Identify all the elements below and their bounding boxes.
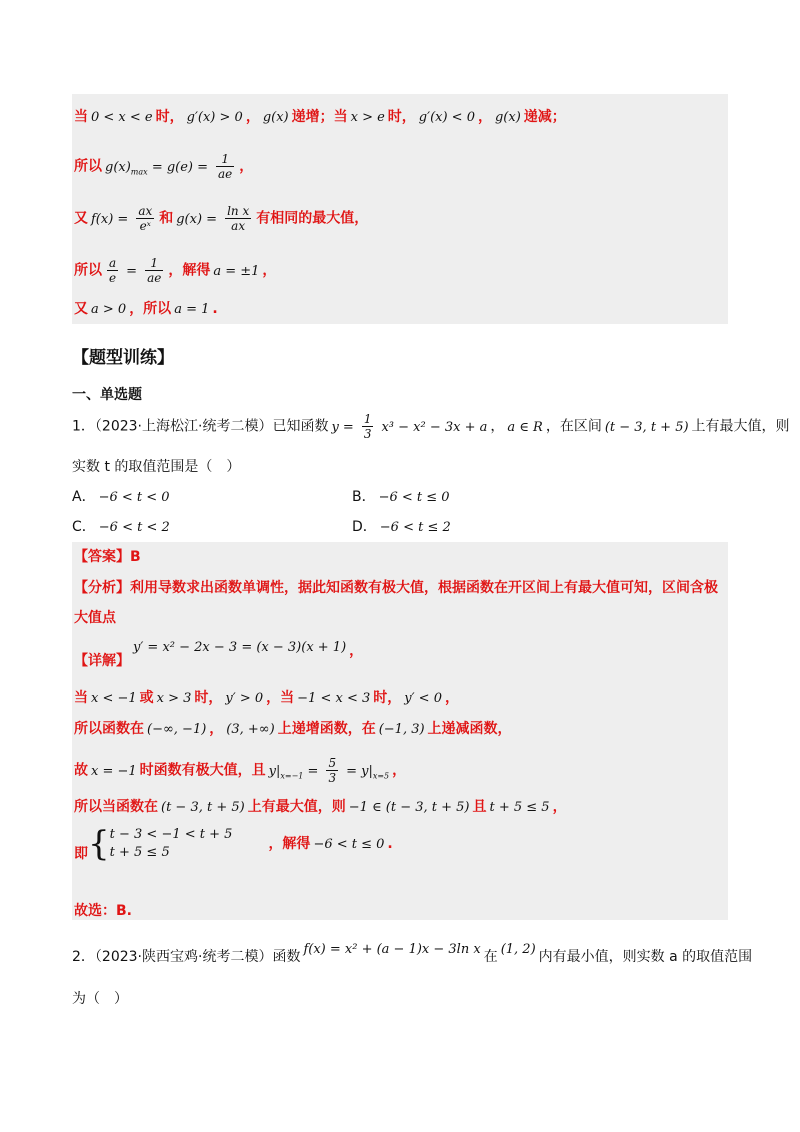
text: . xyxy=(387,836,393,852)
question-2-stem-line2: 为（ ） xyxy=(72,991,128,1007)
text: ，在区间 xyxy=(545,418,602,435)
math: x < −1 xyxy=(91,691,137,706)
option-b[interactable] xyxy=(352,486,453,506)
q1-choice: 故选：B. xyxy=(74,903,132,919)
q1-step-system xyxy=(74,826,393,862)
text: 又 xyxy=(74,301,88,317)
fraction xyxy=(213,152,237,181)
text: 时， xyxy=(373,690,402,706)
text: ， xyxy=(209,721,224,737)
fraction xyxy=(359,412,377,441)
text: 时， xyxy=(194,690,223,706)
math: (t − 3, t + 5) xyxy=(604,419,689,435)
solution-line-max xyxy=(74,152,253,183)
q1-detail xyxy=(74,640,364,669)
text: 有相同的最大值， xyxy=(256,210,369,227)
text: 即 xyxy=(74,846,88,862)
math: a = ±1 xyxy=(213,263,260,279)
subsection-title: 一、单选题 xyxy=(72,387,142,403)
numerator: 1 xyxy=(145,256,163,271)
text: 或 xyxy=(139,690,154,706)
text: ， xyxy=(477,109,492,125)
text: 上有最大值，则 xyxy=(247,799,346,815)
math: x = −1 xyxy=(91,763,137,779)
option-d[interactable] xyxy=(352,516,454,536)
text: 当 xyxy=(74,109,88,125)
system-rows xyxy=(110,826,233,862)
text: ， xyxy=(349,643,364,659)
text: 上递减函数， xyxy=(427,721,512,737)
math: x > 3 xyxy=(156,691,192,706)
q1-step-monotonic xyxy=(74,718,512,741)
denominator: e xyxy=(109,271,117,285)
text: 当 xyxy=(74,690,88,706)
q1-analysis: 【分析】利用导数求出函数单调性，据此知函数有极大值，根据函数在开区间上有最大值可知，区间含极 xyxy=(74,580,718,596)
math-part: = g(e) = xyxy=(151,159,209,175)
solution-line-monotonic xyxy=(74,106,566,129)
text: ， xyxy=(262,262,277,279)
math: x > e xyxy=(350,110,385,125)
math: −1 ∈ (t − 3, t + 5) xyxy=(348,800,470,815)
text: 和 xyxy=(159,210,174,227)
option-a[interactable] xyxy=(72,486,173,506)
text: ， xyxy=(444,690,459,706)
solution-line-conclusion xyxy=(74,298,218,321)
q1-answer: 【答案】B xyxy=(74,549,141,565)
text: . xyxy=(212,301,218,317)
question-source: （2023·陕西宝鸡·统考二模）函数 xyxy=(94,949,301,965)
numerator: 5 xyxy=(328,756,337,770)
fraction xyxy=(222,204,254,233)
text: 所以 xyxy=(74,262,102,279)
math xyxy=(102,160,211,175)
option-c[interactable] xyxy=(72,516,173,536)
text: 又 xyxy=(74,210,88,227)
question-source: （2023·上海松江·统考二模）已知函数 xyxy=(94,418,329,435)
text: 时函数有极大值，且 xyxy=(139,762,266,779)
option-label: B． xyxy=(352,489,376,505)
fraction xyxy=(142,256,166,285)
q1-step-condition xyxy=(74,796,567,819)
subscript: x=−1 xyxy=(280,771,304,781)
option-label: A． xyxy=(72,489,96,505)
denominator: ae xyxy=(147,271,162,285)
numerator: ln x xyxy=(227,204,250,218)
math-part: y| xyxy=(268,763,281,779)
math: a = 1 xyxy=(174,302,210,317)
section-title: 【题型训练】 xyxy=(72,348,174,368)
math-part: = xyxy=(307,763,319,779)
text: ， xyxy=(239,158,254,175)
math: (−∞, −1) xyxy=(147,722,207,737)
question-2-stem xyxy=(72,942,753,969)
math: a ∈ R xyxy=(507,419,543,435)
text: ， xyxy=(490,418,505,435)
q1-step-sign xyxy=(74,687,459,710)
math: (1, 2) xyxy=(500,942,536,957)
math: 0 < x < e xyxy=(91,110,153,125)
left-brace: { xyxy=(88,824,110,864)
subscript: x=5 xyxy=(372,771,390,781)
question-1-stem-line2: 实数 t 的取值范围是（ ） xyxy=(72,459,241,475)
math: y′ > 0 xyxy=(225,691,264,706)
math: f(x) = x² + (a − 1)x − 3ln x xyxy=(303,942,481,957)
text: ，当 xyxy=(266,690,295,706)
numerator: ax xyxy=(138,204,153,218)
denominator: ax xyxy=(231,219,246,233)
equation-system xyxy=(88,826,232,862)
denominator: eˣ xyxy=(139,219,151,233)
option-value: −6 < t < 0 xyxy=(98,490,170,505)
question-number: 2． xyxy=(72,949,95,965)
denominator: 3 xyxy=(363,427,372,441)
option-value: −6 < t < 2 xyxy=(98,520,170,535)
fraction xyxy=(104,256,121,285)
math xyxy=(266,764,322,779)
system-row: t + 5 ≤ 5 xyxy=(109,845,170,860)
text: 故 xyxy=(74,762,88,779)
math: (t − 3, t + 5) xyxy=(161,800,245,815)
math: g(x) = xyxy=(176,211,218,227)
denominator: 3 xyxy=(328,771,337,785)
math: f(x) = xyxy=(91,211,129,227)
q1-analysis-line2: 大值点 xyxy=(74,610,116,626)
text: ，解得 xyxy=(268,836,311,852)
text: 所以函数在 xyxy=(74,721,144,737)
math: y′ < 0 xyxy=(404,691,442,706)
math: y = xyxy=(331,419,354,435)
question-1-stem xyxy=(72,412,790,441)
fraction xyxy=(323,756,341,785)
math: (−1, 3) xyxy=(378,722,425,737)
text: 内有最小值，则实数 a 的取值范围 xyxy=(538,949,753,965)
math: −6 < t ≤ 0 xyxy=(313,837,385,852)
option-label: C． xyxy=(72,519,96,535)
math: a > 0 xyxy=(91,302,127,317)
text: 所以 xyxy=(74,158,102,175)
math: g(x) xyxy=(494,110,521,125)
math-part: = y| xyxy=(346,763,373,779)
q1-step-extremum xyxy=(74,756,406,787)
text: 递减； xyxy=(523,109,566,125)
option-value: −6 < t ≤ 0 xyxy=(378,490,450,505)
text: 且 xyxy=(472,799,487,815)
option-value: −6 < t ≤ 2 xyxy=(379,520,451,535)
math-part: g(x) xyxy=(105,159,131,175)
question-number: 1． xyxy=(72,418,95,435)
text: 递增；当 xyxy=(291,109,348,125)
subscript: max xyxy=(130,167,148,177)
math: (3, +∞) xyxy=(226,722,275,737)
text: ， xyxy=(392,762,407,779)
numerator: 1 xyxy=(216,152,234,167)
text: ， xyxy=(552,799,567,815)
numerator: 1 xyxy=(363,412,372,426)
text: ，所以 xyxy=(129,301,172,317)
text: 时， xyxy=(155,109,184,125)
text: 上递增函数，在 xyxy=(277,721,376,737)
solution-line-same-max xyxy=(74,204,368,233)
math: t + 5 ≤ 5 xyxy=(489,800,550,815)
math: g′(x) < 0 xyxy=(418,110,475,125)
math: g(x) xyxy=(262,110,289,125)
math: g′(x) > 0 xyxy=(186,110,243,125)
math: x³ − x² − 3x + a xyxy=(381,419,488,435)
fraction xyxy=(133,204,157,233)
option-label: D． xyxy=(352,519,377,535)
math: −1 < x < 3 xyxy=(297,691,371,706)
text: 【详解】 xyxy=(74,653,130,669)
text: 时， xyxy=(387,109,416,125)
math: y′ = x² − 2x − 3 = (x − 3)(x + 1) xyxy=(133,640,347,655)
text: 上有最大值，则 xyxy=(691,418,790,435)
numerator: a xyxy=(109,256,117,270)
denominator: ae xyxy=(218,167,233,181)
text: 在 xyxy=(483,949,498,965)
text: 所以当函数在 xyxy=(74,799,158,815)
solution-line-solve xyxy=(74,256,276,285)
text: ，解得 xyxy=(168,262,211,279)
system-row: t − 3 < −1 < t + 5 xyxy=(109,827,233,842)
text: ， xyxy=(245,109,260,125)
math: = xyxy=(126,263,138,279)
math xyxy=(343,764,392,779)
